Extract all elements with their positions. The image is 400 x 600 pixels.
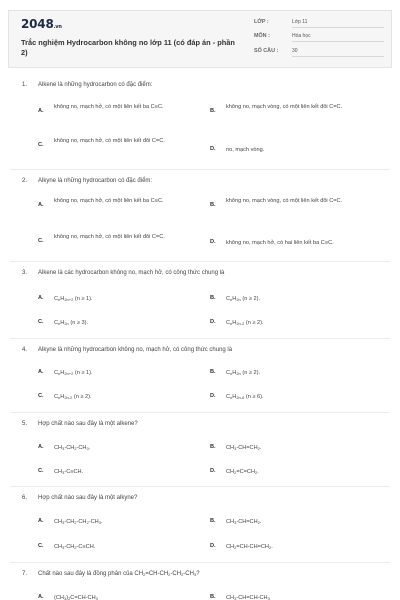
- option-letter: D.: [210, 468, 216, 474]
- meta-label: MÔN :: [254, 33, 270, 39]
- question-number: 3.: [22, 270, 28, 276]
- option-letter: C.: [38, 319, 44, 325]
- question-text: Alkyne là những hydrocarbon không no, mạch hở, có công thức chung là: [38, 347, 233, 353]
- option-text: không no, mạch hở, có một liên kết ba C≡C.: [54, 198, 164, 204]
- option-letter: A.: [38, 444, 44, 450]
- option-letter: D.: [210, 543, 216, 549]
- option-letter: C.: [38, 468, 44, 474]
- option-letter: B.: [210, 295, 216, 301]
- option-letter: C.: [38, 142, 44, 148]
- logo-suffix: .vn: [53, 24, 62, 30]
- option-text: không no, mạch hở, có một liên kết đôi C=C.: [54, 234, 165, 240]
- option-letter: B.: [210, 444, 216, 450]
- question-text: Chất nào sau đây là đồng phân của $CH_2=CH-CH_2-CH_2-CH_3$?: [38, 571, 200, 577]
- option-text: $CH_3-CH_2-C\equiv CH$.: [54, 544, 96, 550]
- option-letter: A.: [38, 295, 44, 301]
- question-text: Hợp chất nào sau đây là một alkene?: [38, 421, 138, 427]
- option-letter: D.: [210, 239, 216, 245]
- meta-value: Hóa học: [292, 33, 384, 42]
- option-text: $C_nH_{2n}$ (n ≥ 2).: [226, 370, 261, 376]
- option-letter: B.: [210, 369, 216, 375]
- option-letter: D.: [210, 393, 216, 399]
- option-text: $C_nH_{2n-2}$ (n ≥ 2).: [54, 394, 92, 400]
- question-number: 2.: [22, 178, 28, 184]
- question-number: 7.: [22, 571, 28, 577]
- question-number: 5.: [22, 421, 28, 427]
- option-text: không no, mạch vòng, có một liên kết đôi C=C.: [226, 198, 343, 204]
- option-letter: A.: [38, 518, 44, 524]
- option-text: không no, mạch hở, có một liên kết đôi C=C.: [54, 138, 165, 144]
- quiz-header: [8, 10, 392, 68]
- option-text: $CH_2=CH-CH=CH_2$.: [226, 544, 273, 550]
- question-text: Alkyne là những hydrocarbon có đặc điểm:: [38, 178, 153, 184]
- option-letter: C.: [38, 543, 44, 549]
- option-text: $CH_2=C=CH_2$.: [226, 469, 259, 475]
- option-letter: D.: [210, 319, 216, 325]
- question-divider: [10, 486, 390, 487]
- option-text: $C_nH_{2n}$ (n ≥ 2).: [226, 296, 261, 302]
- option-text: no, mạch vòng.: [226, 147, 265, 153]
- option-text: $CH_3-CH=CH-CH_3$: [226, 595, 270, 600]
- option-letter: B.: [210, 108, 216, 114]
- question-number: 1.: [22, 82, 28, 88]
- option-text: $C_nH_{2n-2}$ (n ≥ 2).: [226, 320, 264, 326]
- option-text: $C_nH_{2n+2}$ (n ≥ 1).: [54, 370, 93, 376]
- site-logo[interactable]: [21, 17, 62, 31]
- question-divider: [10, 562, 390, 563]
- option-text: $(CH_3)_2C=CH-CH_3$: [54, 595, 98, 600]
- page-title: Trắc nghiệm Hydrocarbon không no lớp 11 (có đáp án - phần 2): [21, 38, 235, 57]
- meta-value: 30: [292, 48, 384, 57]
- question-divider: [10, 412, 390, 413]
- option-letter: B.: [210, 202, 216, 208]
- question-divider: [10, 169, 390, 170]
- question-number: 6.: [22, 495, 28, 501]
- question-divider: [10, 338, 390, 339]
- option-text: không no, mạch hở, có hai liên kết ba C≡C.: [226, 240, 334, 246]
- option-text: $CH_3-CH=CH_2$.: [226, 519, 262, 525]
- option-text: không no, mạch hở, có một liên kết ba C≡C.: [54, 104, 164, 110]
- option-letter: D.: [210, 146, 216, 152]
- option-letter: B.: [210, 518, 216, 524]
- question-divider: [10, 261, 390, 262]
- question-number: 4.: [22, 347, 28, 353]
- option-text: không no, mạch vòng, có một liên kết đôi C=C.: [226, 104, 343, 110]
- meta-value: Lớp 11: [292, 19, 384, 28]
- option-letter: A.: [38, 202, 44, 208]
- option-letter: B.: [210, 594, 216, 600]
- question-text: Hợp chất nào sau đây là một alkyne?: [38, 495, 138, 501]
- option-text: $C_nH_{2n+2}$ (n ≥ 1).: [54, 296, 93, 302]
- option-letter: C.: [38, 238, 44, 244]
- option-letter: A.: [38, 369, 44, 375]
- option-letter: C.: [38, 393, 44, 399]
- option-letter: A.: [38, 108, 44, 114]
- question-text: Alkene là những hydrocarbon có đặc điểm:: [38, 82, 153, 88]
- option-text: $CH_3-CH_2-CH_2-CH_3$.: [54, 519, 103, 525]
- question-text: Alkene là các hydrocarbon không no, mạch hở, có công thức chung là: [38, 270, 225, 276]
- meta-label: LỚP :: [254, 19, 269, 25]
- option-text: $C_nH_{2n}$ (n ≥ 3).: [54, 320, 89, 326]
- option-text: $CH_3-CH_2-CH_3$.: [54, 445, 91, 451]
- option-text: $CH_3-CH=CH_2$.: [226, 445, 262, 451]
- option-letter: A.: [38, 594, 44, 600]
- meta-label: SỐ CÂU :: [254, 48, 279, 54]
- logo-text: 2048: [21, 17, 54, 31]
- option-text: $CH_3-C\equiv CH$.: [54, 469, 84, 475]
- option-text: $C_nH_{2n-6}$ (n ≥ 6).: [226, 394, 264, 400]
